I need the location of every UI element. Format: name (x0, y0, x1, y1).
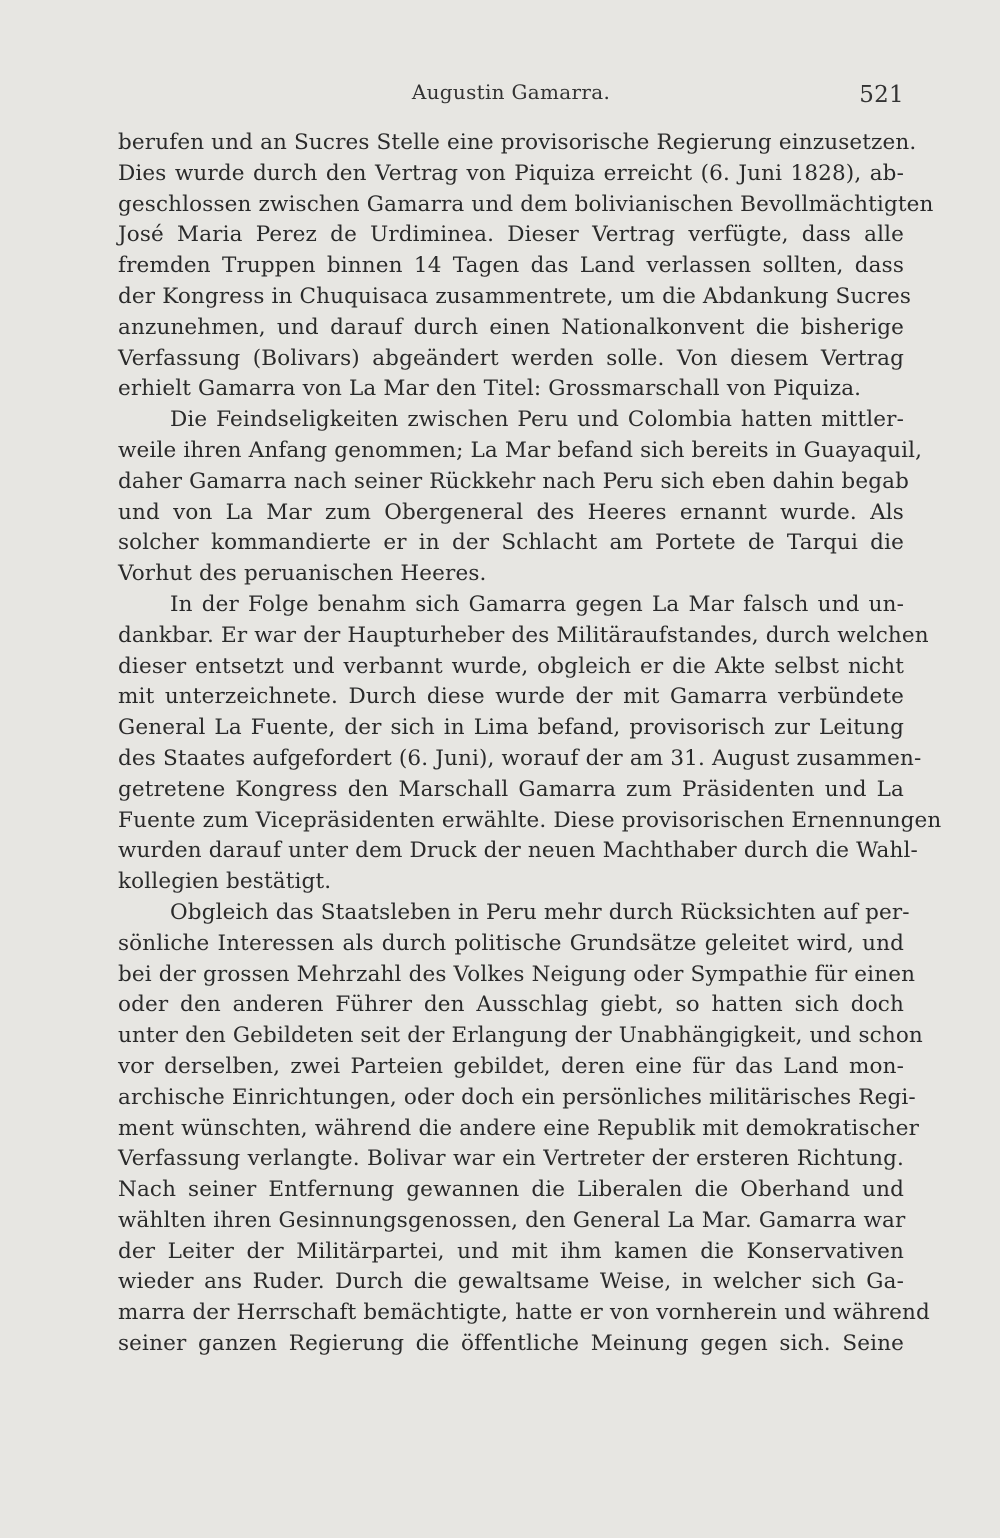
text-line: erhielt Gamarra von La Mar den Titel: Grossmarschall von Piquiza. (118, 376, 862, 402)
text-line: daher Gamarra nach seiner Rückkehr nach Peru sich eben dahin begab (118, 468, 909, 494)
text-line: Verfassung verlangte. Bolivar war ein Vertreter der ersteren Richtung. (118, 1146, 904, 1172)
text-line: Obgleich das Staatsleben in Peru mehr durch Rücksichten auf per- (170, 899, 910, 925)
text-line: Fuente zum Vicepräsidenten erwählte. Diese provisorischen Ernennungen (118, 807, 942, 833)
text-line: mit unterzeichnete. Durch diese wurde der mit Gamarra verbündete (118, 684, 904, 710)
text-line: kollegien bestätigt. (118, 869, 332, 895)
text-line: vor derselben, zwei Parteien gebildet, deren eine für das Land mon- (118, 1053, 904, 1079)
running-title: Augustin Gamarra. (411, 80, 611, 104)
text-line: unter den Gebildeten seit der Erlangung der Unabhängigkeit, und schon (118, 1023, 923, 1049)
text-line: der Kongress in Chuquisaca zusammentrete, um die Abdankung Sucres (118, 283, 912, 309)
text-line: fremden Truppen binnen 14 Tagen das Land verlassen sollten, dass (118, 253, 904, 279)
text-line: Nach seiner Entfernung gewannen die Liberalen die Oberhand und (118, 1177, 904, 1203)
text-line: dieser entsetzt und verbannt wurde, obgleich er die Akte selbst nicht (118, 653, 904, 679)
text-line: seiner ganzen Regierung die öffentliche Meinung gegen sich. Seine (118, 1331, 904, 1357)
text-line: wurden darauf unter dem Druck der neuen Machthaber durch die Wahl- (118, 838, 918, 864)
text-line: der Leiter der Militärpartei, und mit ihm kamen die Konservativen (118, 1238, 904, 1264)
text-line: oder den anderen Führer den Ausschlag giebt, so hatten sich doch (118, 992, 904, 1018)
text-line: Die Feindseligkeiten zwischen Peru und Colombia hatten mittler- (170, 407, 904, 433)
text-line: dankbar. Er war der Haupturheber des Militäraufstandes, durch welchen (118, 622, 929, 648)
text-line: wieder ans Ruder. Durch die gewaltsame Weise, in welcher sich Ga- (118, 1269, 904, 1295)
text-line: geschlossen zwischen Gamarra und dem bolivianischen Bevollmächtigten (118, 191, 934, 217)
text-line: des Staates aufgefordert (6. Juni), worauf der am 31. August zusammen- (118, 745, 922, 771)
running-head (118, 80, 904, 112)
text-line: Dies wurde durch den Vertrag von Piquiza erreicht (6. Juni 1828), ab- (118, 160, 904, 186)
text-line: sönliche Interessen als durch politische Grundsätze geleitet wird, und (118, 930, 904, 956)
text-line: In der Folge benahm sich Gamarra gegen La Mar falsch und un- (170, 591, 904, 617)
text-line: Verfassung (Bolivars) abgeändert werden solle. Von diesem Vertrag (118, 345, 904, 371)
text-line: getretene Kongress den Marschall Gamarra zum Präsidenten und La (118, 776, 904, 802)
text-line: und von La Mar zum Obergeneral des Heeres ernannt wurde. Als (118, 499, 904, 525)
text-line: weile ihren Anfang genommen; La Mar befand sich bereits in Guayaquil, (118, 437, 923, 463)
text-line: marra der Herrschaft bemächtigte, hatte er von vornherein und während (118, 1300, 930, 1326)
text-line: Vorhut des peruanischen Heeres. (118, 561, 487, 587)
page-number: 521 (859, 82, 904, 108)
text-line: solcher kommandierte er in der Schlacht am Portete de Tarqui die (118, 530, 904, 556)
text-line: wählten ihren Gesinnungsgenossen, den General La Mar. Gamarra war (118, 1207, 906, 1233)
body-text (118, 128, 942, 1360)
text-line: José Maria Perez de Urdiminea. Dieser Vertrag verfügte, dass alle (118, 222, 904, 248)
text-line: berufen und an Sucres Stelle eine provisorische Regierung einzusetzen. (118, 130, 917, 155)
text-line: General La Fuente, der sich in Lima befand, provisorisch zur Leitung (118, 715, 904, 741)
text-line: bei der grossen Mehrzahl des Volkes Neigung oder Sympathie für einen (118, 961, 916, 987)
text-line: ment wünschten, während die andere eine Republik mit demokratischer (118, 1115, 920, 1141)
text-line: anzunehmen, und darauf durch einen Nationalkonvent die bisherige (118, 314, 904, 340)
text-line: archische Einrichtungen, oder doch ein persönliches militärisches Regi- (118, 1084, 916, 1110)
